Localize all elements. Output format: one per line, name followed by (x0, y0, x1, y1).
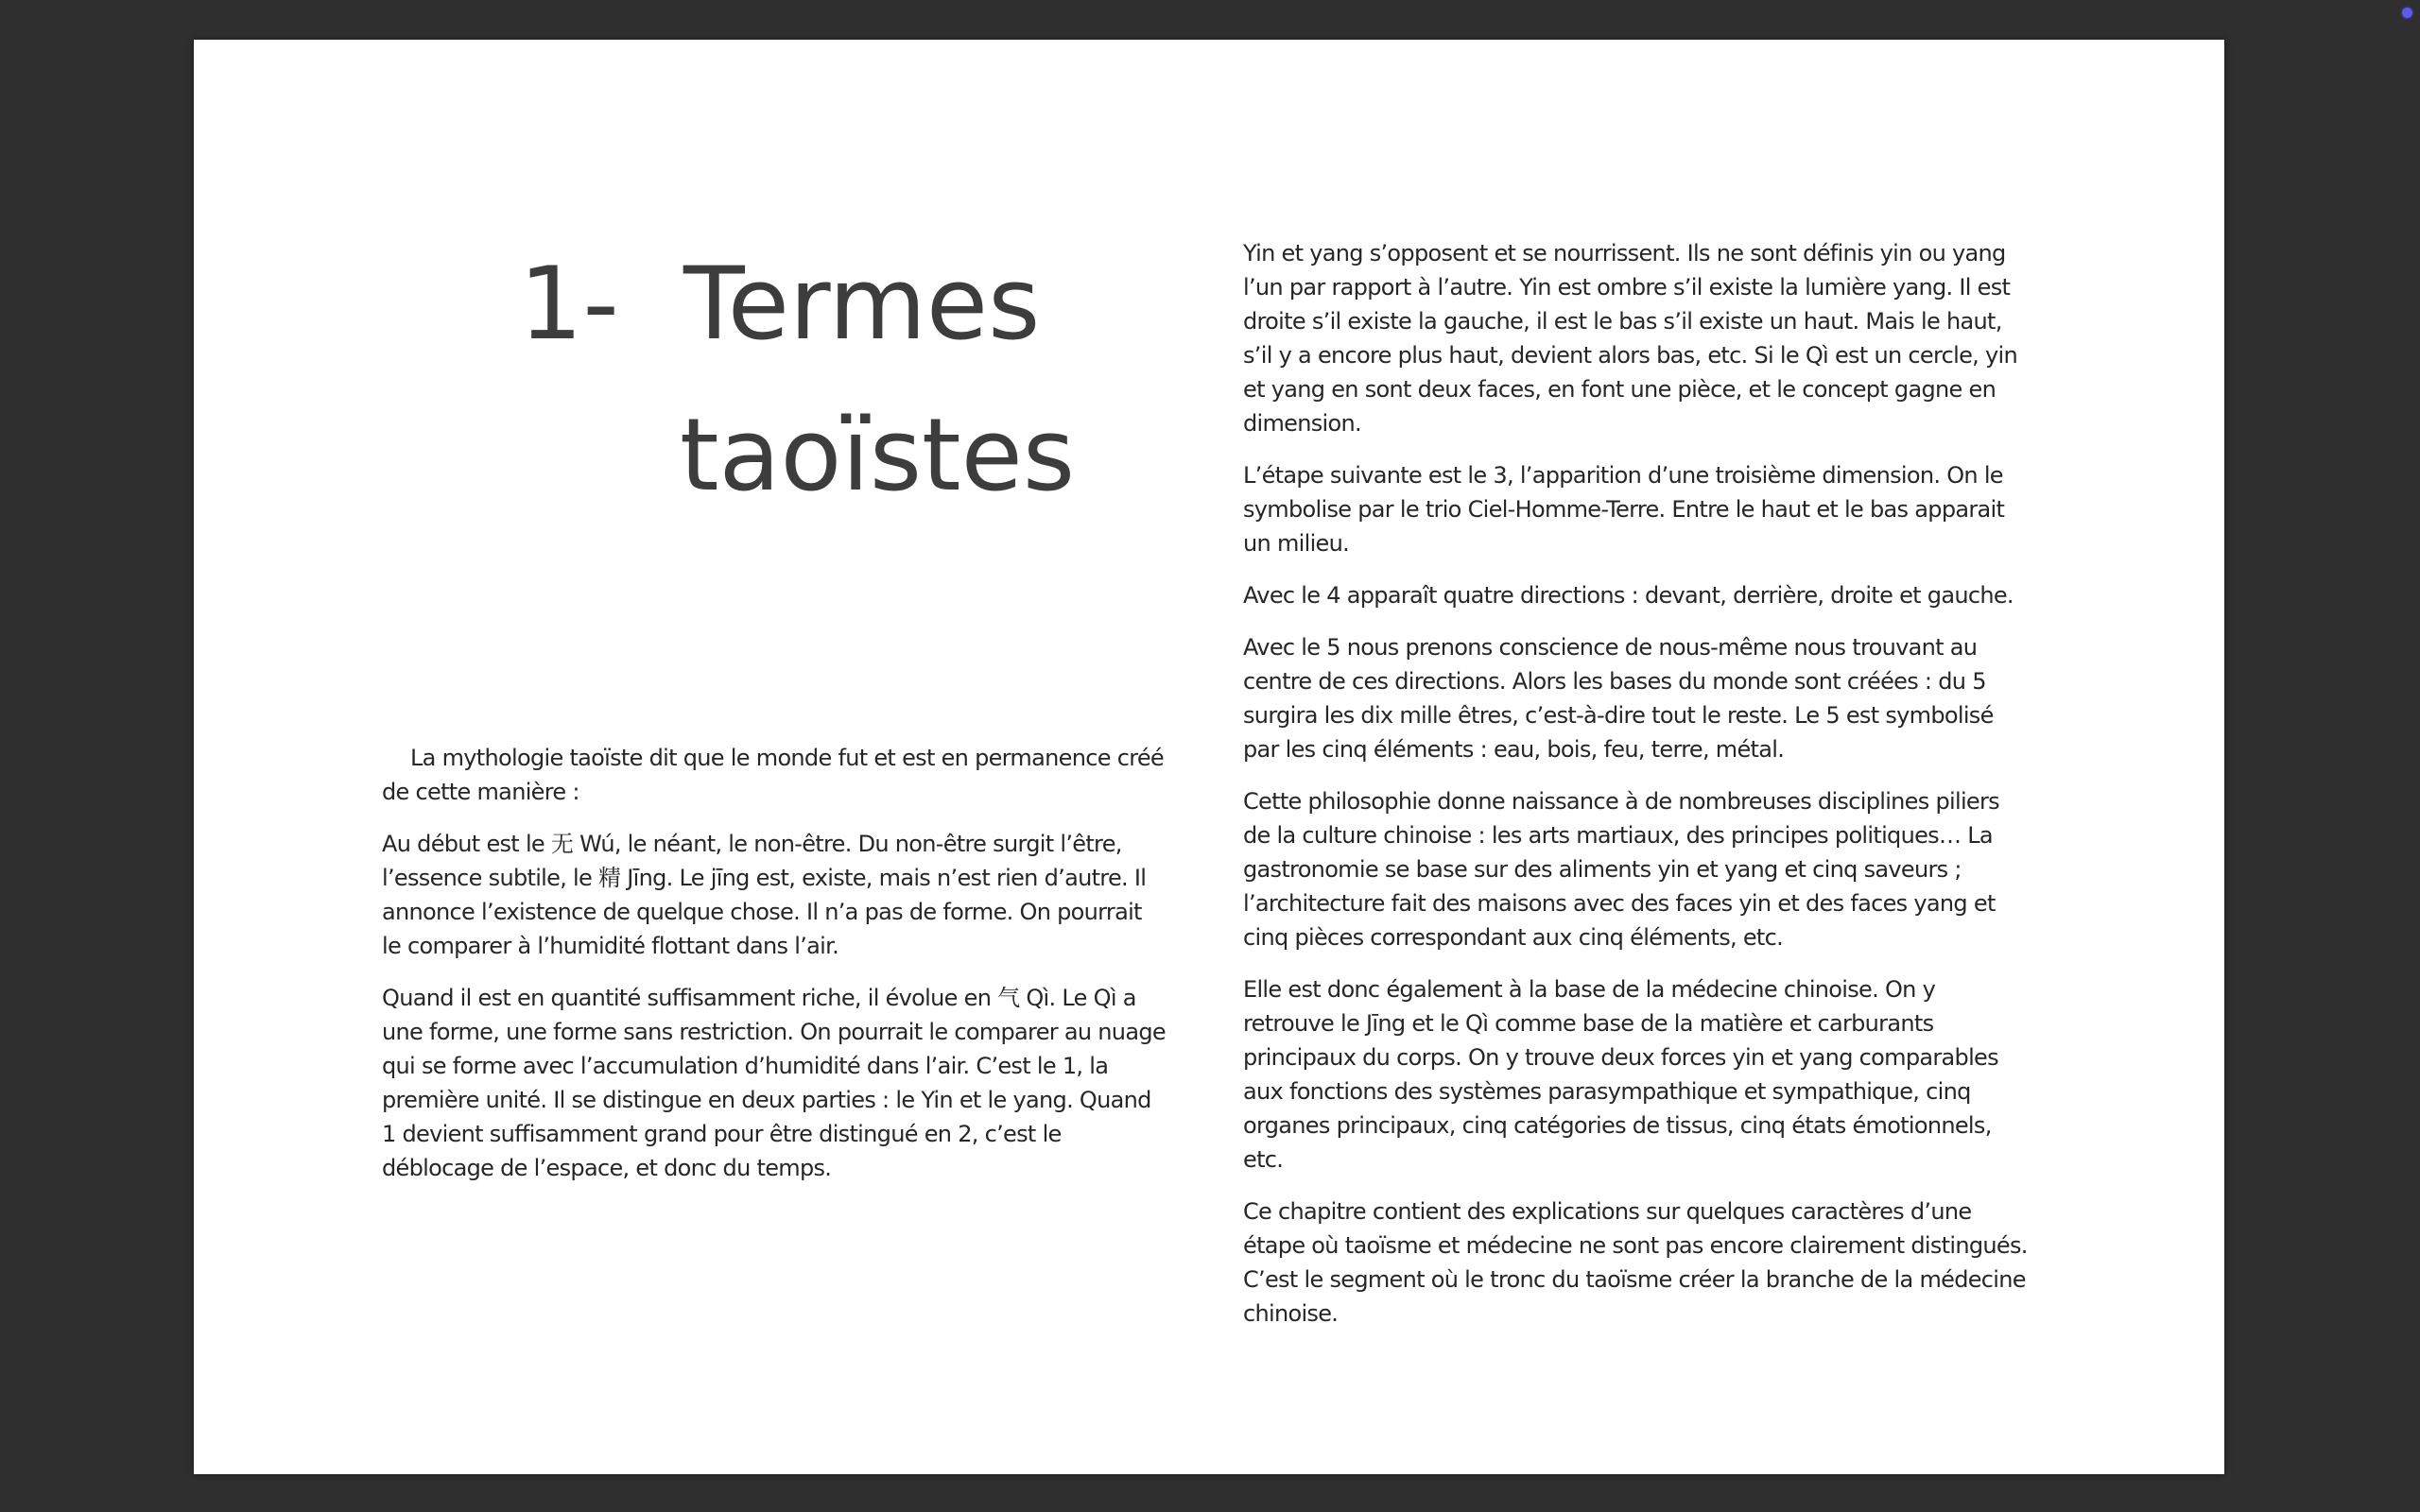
chapter-heading (519, 229, 1086, 531)
left-text-column (382, 741, 1167, 1203)
paragraph: Elle est donc également à la base de la médecine chinoise. On y retrouve le Jīng et le Qì comme base de la matière et carburants principaux du corps. On y trouve deux forces yin et yang comparables aux fonctions des systèmes parasympathique et sympathique, cinq organes principaux, cinq catégories de tissus, cinq états émotionnels, etc. (1243, 976, 1998, 1173)
paragraph: Avec le 5 nous prenons conscience de nous-même nous trouvant au centre de ces directions. Alors les bases du monde sont créées : du 5 surgira les dix mille êtres, c’est-à-dire tout le reste. Le 5 est symbolisé par les cinq éléments : eau, bois, feu, terre, métal. (1243, 634, 1994, 763)
paragraph: Yin et yang s’opposent et se nourrissent. Ils ne sont définis yin ou yang l’un par rapport à l’autre. Yin est ombre s’il existe la lumière yang. Il est droite s’il existe la gauche, il est le bas s’il existe un haut. Mais le haut, s’il y a encore plus haut, devient alors bas, etc. Si le Qì est un cercle, yin et yang en sont deux faces, en font une pièce, et le concept gagne en dimension. (1243, 240, 2017, 437)
right-text-column (1243, 236, 2028, 1349)
paragraph: Au début est le 无 Wú, le néant, le non-être. Du non-être surgit l’être, l’essence subtile, le 精 Jīng. Le jīng est, existe, mais n’est rien d’autre. Il annonce l’existence de quelque chose. Il n’a pas de forme. On pourrait le comparer à l’humidité flottant dans l’air. (382, 831, 1147, 959)
heading-line-1 (519, 229, 1086, 380)
paragraph: Cette philosophie donne naissance à de nombreuses disciplines piliers de la culture chinoise : les arts martiaux, des principes politiques… La gastronomie se base sur des aliments yin et yang et cinq saveurs ; l’architecture fait des maisons avec des faces yin et des faces yang et cinq pièces correspondant aux cinq éléments, etc. (1243, 788, 1999, 951)
heading-word-taoistes: taoïstes (680, 397, 1076, 513)
paragraph: L’étape suivante est le 3, l’apparition d’une troisième dimension. On le symbolise par le trio Ciel-Homme-Terre. Entre le haut et le bas apparait un milieu. (1243, 462, 2005, 557)
paragraph: Quand il est en quantité suffisamment riche, il évolue en 气 Qì. Le Qì a une forme, une forme sans restriction. On pourrait le comparer au nuage qui se forme avec l’accumulation d’humidité dans l’air. C’est le 1, la première unité. Il se distingue en deux parties : le Yin et le yang. Quand 1 devient suffisamment grand pour être distingué en 2, c’est le déblocage de l’espace, et donc du temps. (382, 985, 1166, 1181)
heading-word-termes: Termes (683, 246, 1041, 362)
chapter-number: 1- (519, 246, 619, 362)
paragraph: La mythologie taoïste dit que le monde fut et est en permanence créé de cette manière : (382, 745, 1164, 805)
paragraph: Ce chapitre contient des explications sur quelques caractères d’une étape où taoïsme et médecine ne sont pas encore clairement distingués. C’est le segment où le tronc du taoïsme créer la branche de la médecine chinoise. (1243, 1198, 2028, 1327)
viewer-indicator-dot (2402, 8, 2412, 18)
document-page (194, 40, 2224, 1474)
paragraph: Avec le 4 apparaît quatre directions : devant, derrière, droite et gauche. (1243, 582, 2014, 609)
